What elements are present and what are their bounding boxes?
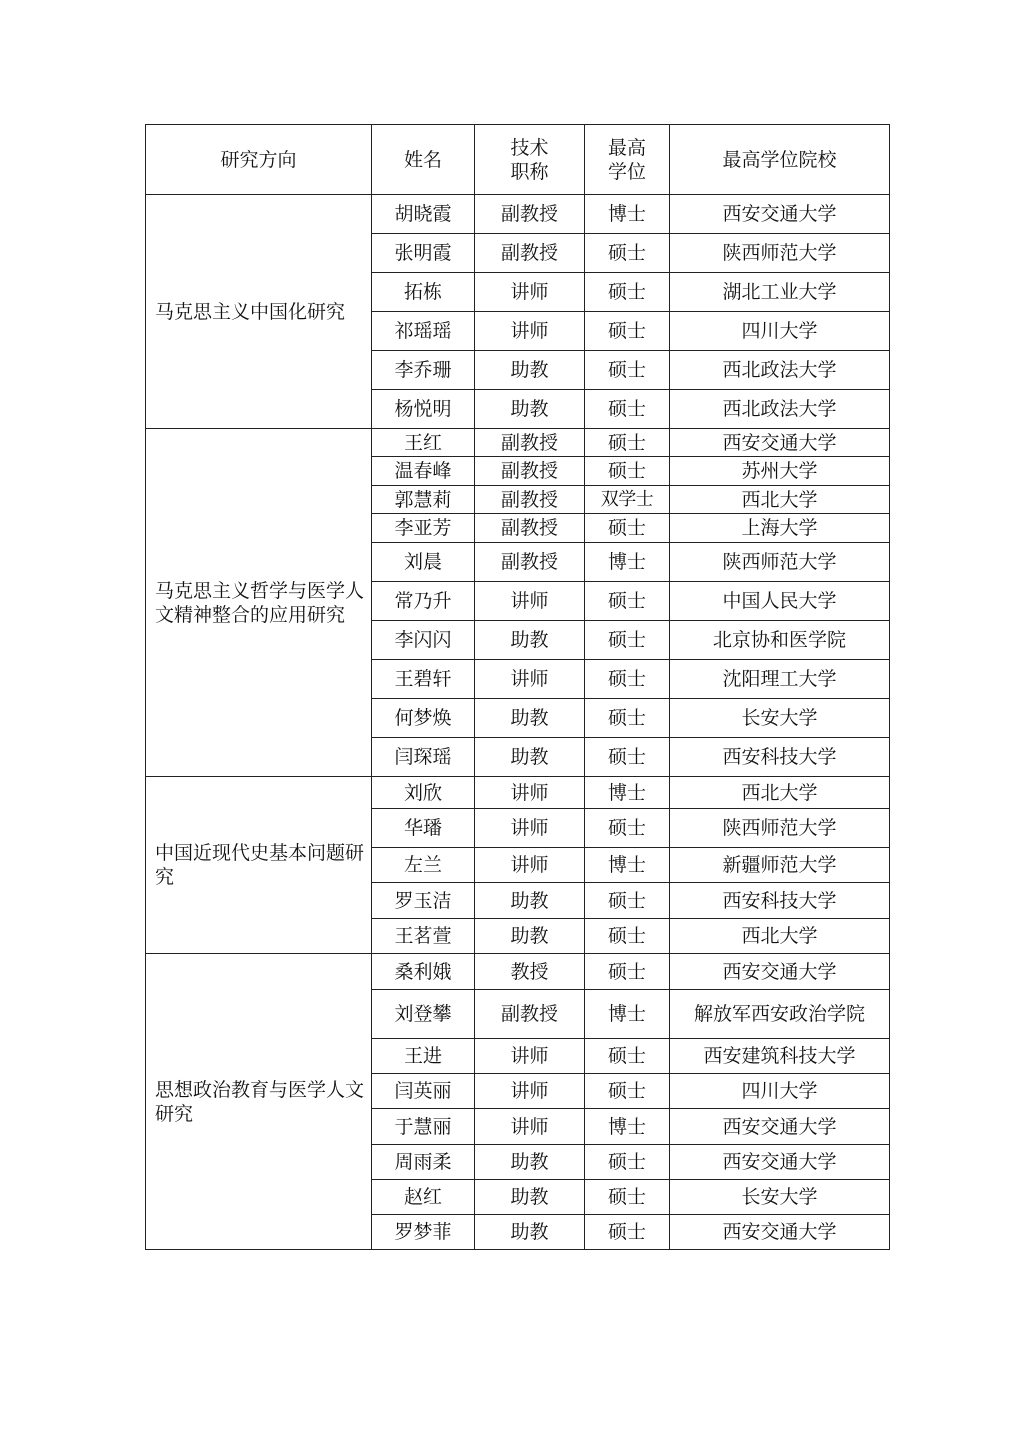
header-school: 最高学位院校 [670, 125, 890, 195]
title-cell: 讲师 [475, 1074, 585, 1109]
title-cell: 副教授 [475, 429, 585, 457]
degree-cell: 硕士 [585, 809, 670, 848]
name-cell: 王茗萱 [372, 919, 475, 954]
title-cell: 副教授 [475, 514, 585, 543]
table-row [146, 777, 890, 809]
title-cell: 助教 [475, 390, 585, 429]
header-title-line1: 技术 [510, 136, 549, 159]
header-name: 姓名 [372, 125, 475, 195]
name-cell: 于慧丽 [372, 1109, 475, 1145]
name-cell: 刘晨 [372, 543, 475, 582]
faculty-table [145, 124, 890, 1250]
name-cell: 温春峰 [372, 457, 475, 486]
degree-cell: 双学士 [585, 486, 670, 514]
name-cell: 张明霞 [372, 234, 475, 273]
title-cell: 助教 [475, 699, 585, 738]
degree-cell: 硕士 [585, 699, 670, 738]
research-direction-cell: 中国近现代史基本问题研究 [146, 777, 372, 954]
degree-cell: 硕士 [585, 1074, 670, 1109]
header-direction: 研究方向 [146, 125, 372, 195]
school-cell: 北京协和医学院 [670, 621, 890, 660]
school-cell: 西安建筑科技大学 [670, 1039, 890, 1074]
degree-cell: 博士 [585, 848, 670, 883]
school-cell: 西安交通大学 [670, 1109, 890, 1145]
school-cell: 解放军西安政治学院 [670, 990, 890, 1039]
degree-cell: 硕士 [585, 1180, 670, 1215]
title-cell: 讲师 [475, 809, 585, 848]
degree-cell: 硕士 [585, 234, 670, 273]
name-cell: 祁瑶瑶 [372, 312, 475, 351]
header-degree [585, 125, 670, 195]
name-cell: 刘登攀 [372, 990, 475, 1039]
title-cell: 助教 [475, 738, 585, 777]
degree-cell: 硕士 [585, 457, 670, 486]
title-cell: 副教授 [475, 457, 585, 486]
school-cell: 西北大学 [670, 486, 890, 514]
name-cell: 杨悦明 [372, 390, 475, 429]
school-cell: 沈阳理工大学 [670, 660, 890, 699]
title-cell: 副教授 [475, 543, 585, 582]
table-row [146, 954, 890, 990]
degree-cell: 博士 [585, 195, 670, 234]
school-cell: 陕西师范大学 [670, 809, 890, 848]
name-cell: 闫琛瑶 [372, 738, 475, 777]
school-cell: 西北政法大学 [670, 351, 890, 390]
degree-cell: 硕士 [585, 1215, 670, 1250]
name-cell: 桑利娥 [372, 954, 475, 990]
school-cell: 西北大学 [670, 919, 890, 954]
header-title [475, 125, 585, 195]
title-cell: 副教授 [475, 990, 585, 1039]
school-cell: 新疆师范大学 [670, 848, 890, 883]
title-cell: 副教授 [475, 486, 585, 514]
name-cell: 罗玉洁 [372, 883, 475, 919]
title-cell: 助教 [475, 621, 585, 660]
table-row [146, 195, 890, 234]
degree-cell: 博士 [585, 990, 670, 1039]
title-cell: 助教 [475, 883, 585, 919]
degree-cell: 硕士 [585, 312, 670, 351]
school-cell: 西安交通大学 [670, 1145, 890, 1180]
degree-cell: 硕士 [585, 954, 670, 990]
research-direction-cell: 马克思主义中国化研究 [146, 195, 372, 429]
degree-cell: 硕士 [585, 660, 670, 699]
title-cell: 助教 [475, 919, 585, 954]
degree-cell: 博士 [585, 1109, 670, 1145]
title-cell: 讲师 [475, 582, 585, 621]
name-cell: 左兰 [372, 848, 475, 883]
title-cell: 副教授 [475, 234, 585, 273]
name-cell: 郭慧莉 [372, 486, 475, 514]
name-cell: 胡晓霞 [372, 195, 475, 234]
school-cell: 西北政法大学 [670, 390, 890, 429]
school-cell: 西安交通大学 [670, 429, 890, 457]
title-cell: 讲师 [475, 1039, 585, 1074]
title-cell: 讲师 [475, 1109, 585, 1145]
name-cell: 李闪闪 [372, 621, 475, 660]
title-cell: 教授 [475, 954, 585, 990]
name-cell: 刘欣 [372, 777, 475, 809]
name-cell: 赵红 [372, 1180, 475, 1215]
header-row [146, 125, 890, 195]
school-cell: 西安交通大学 [670, 954, 890, 990]
name-cell: 拓栋 [372, 273, 475, 312]
title-cell: 副教授 [475, 195, 585, 234]
title-cell: 讲师 [475, 777, 585, 809]
school-cell: 长安大学 [670, 1180, 890, 1215]
name-cell: 华璠 [372, 809, 475, 848]
school-cell: 苏州大学 [670, 457, 890, 486]
table-row [146, 429, 890, 457]
name-cell: 王进 [372, 1039, 475, 1074]
school-cell: 中国人民大学 [670, 582, 890, 621]
header-title-line2: 职称 [510, 160, 549, 183]
name-cell: 闫英丽 [372, 1074, 475, 1109]
school-cell: 西安科技大学 [670, 738, 890, 777]
degree-cell: 硕士 [585, 738, 670, 777]
degree-cell: 硕士 [585, 582, 670, 621]
degree-cell: 硕士 [585, 514, 670, 543]
school-cell: 湖北工业大学 [670, 273, 890, 312]
name-cell: 何梦焕 [372, 699, 475, 738]
degree-cell: 硕士 [585, 919, 670, 954]
title-cell: 讲师 [475, 312, 585, 351]
research-direction-cell: 马克思主义哲学与医学人文精神整合的应用研究 [146, 429, 372, 777]
name-cell: 李乔珊 [372, 351, 475, 390]
degree-cell: 硕士 [585, 621, 670, 660]
name-cell: 周雨柔 [372, 1145, 475, 1180]
degree-cell: 硕士 [585, 390, 670, 429]
name-cell: 罗梦菲 [372, 1215, 475, 1250]
name-cell: 李亚芳 [372, 514, 475, 543]
title-cell: 讲师 [475, 273, 585, 312]
header-degree-line2: 学位 [607, 160, 646, 183]
school-cell: 西安交通大学 [670, 1215, 890, 1250]
school-cell: 西安交通大学 [670, 195, 890, 234]
title-cell: 助教 [475, 1180, 585, 1215]
name-cell: 王红 [372, 429, 475, 457]
title-cell: 助教 [475, 351, 585, 390]
table-body [146, 195, 890, 1250]
school-cell: 长安大学 [670, 699, 890, 738]
header-degree-line1: 最高 [607, 136, 646, 159]
school-cell: 四川大学 [670, 1074, 890, 1109]
degree-cell: 硕士 [585, 273, 670, 312]
title-cell: 讲师 [475, 848, 585, 883]
school-cell: 四川大学 [670, 312, 890, 351]
degree-cell: 博士 [585, 543, 670, 582]
degree-cell: 硕士 [585, 429, 670, 457]
title-cell: 讲师 [475, 660, 585, 699]
school-cell: 陕西师范大学 [670, 234, 890, 273]
school-cell: 西安科技大学 [670, 883, 890, 919]
title-cell: 助教 [475, 1215, 585, 1250]
name-cell: 王碧轩 [372, 660, 475, 699]
research-direction-cell: 思想政治教育与医学人文研究 [146, 954, 372, 1250]
name-cell: 常乃升 [372, 582, 475, 621]
school-cell: 上海大学 [670, 514, 890, 543]
school-cell: 陕西师范大学 [670, 543, 890, 582]
degree-cell: 硕士 [585, 351, 670, 390]
degree-cell: 硕士 [585, 883, 670, 919]
degree-cell: 博士 [585, 777, 670, 809]
school-cell: 西北大学 [670, 777, 890, 809]
degree-cell: 硕士 [585, 1145, 670, 1180]
degree-cell: 硕士 [585, 1039, 670, 1074]
title-cell: 助教 [475, 1145, 585, 1180]
